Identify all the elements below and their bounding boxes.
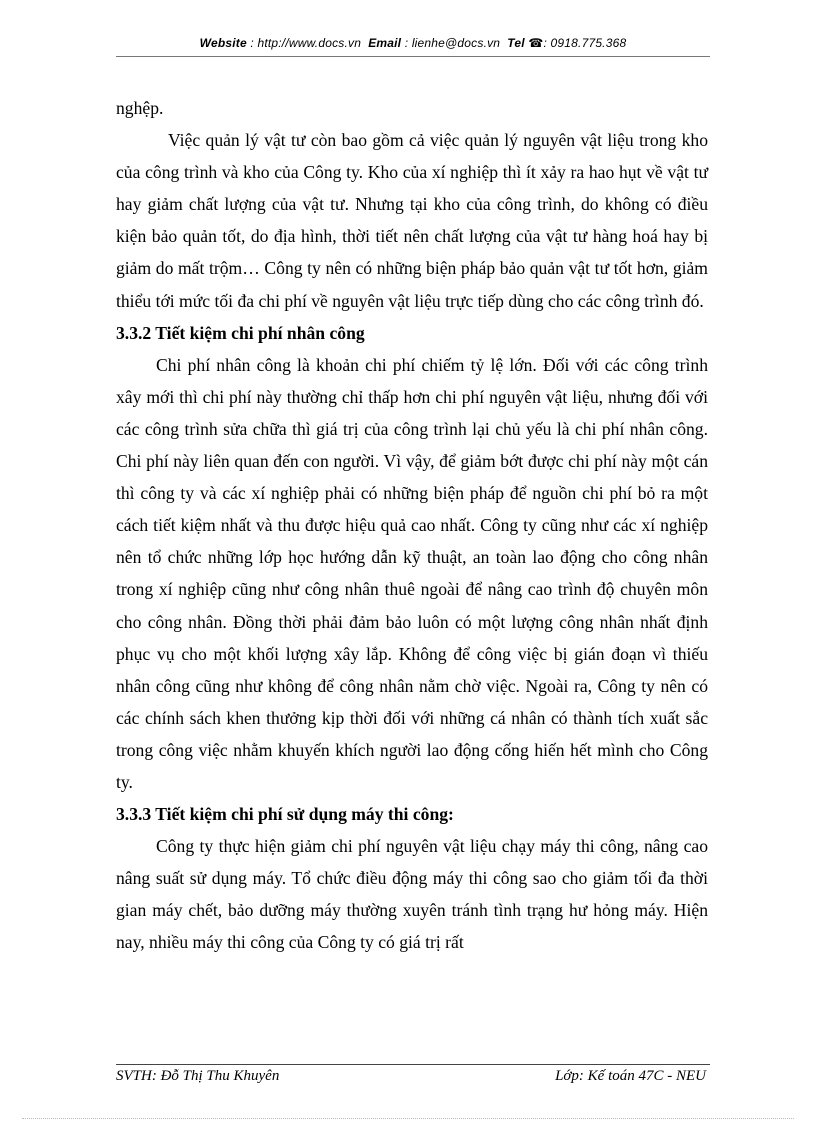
footer-class: Lớp: Kế toán 47C - NEU <box>555 1068 706 1084</box>
footer-student: SVTH: Đỗ Thị Thu Khuyên <box>116 1068 280 1084</box>
header-rule <box>116 56 710 57</box>
email-label: Email <box>368 36 402 50</box>
paragraph-material-management: Việc quản lý vật tư còn bao gồm cả việc quản lý nguyên vật liệu trong kho của công trình và kho của Công ty. Kho của xí nghiệp thì ít xảy ra hao hụt về vật tư hay giảm chất lượng của vật tư. Nhưng tại kho của công trình, do không có điều kiện bảo quản tốt, do địa hình, thời tiết nên chất lượng của vật tư hàng hoá hay bị giảm do mất trộm… Công ty nên có những biện pháp bảo quản vật tư tốt hơn, giảm thiểu tới mức tối đa chi phí về nguyên vật liệu trực tiếp dùng cho các công trình đó. <box>116 130 708 311</box>
page-header <box>116 36 710 50</box>
email-value: : lienhe@docs.vn <box>404 36 501 50</box>
section-heading-labor: 3.3.2 Tiết kiệm chi phí nhân công <box>116 322 365 343</box>
paragraph-labor-cost: Chi phí nhân công là khoản chi phí chiếm tỷ lệ lớn. Đối với các công trình xây mới thì chi phí này thường chỉ thấp hơn chi phí nguyên vật liệu, nhưng đối với các công trình sửa chữa thì giá trị của công trình lại chủ yếu là chi phí nhân công. Chi phí này liên quan đến con người. Vì vậy, để giảm bớt được chi phí này một cán thì công ty và các xí nghiệp phải có những biện pháp để nguồn chi phí bỏ ra một cách tiết kiệm nhất và thu được hiệu quả cao nhất. Công ty cũng như các xí nghiệp nên tổ chức những lớp học hướng dẫn kỹ thuật, an toàn lao động cho công nhân trong xí nghiệp cũng như công nhân thuê ngoài để nâng cao trình độ chuyên môn cho công nhân. Đồng thời phải đảm bảo luôn có một lượng công nhân nhất định phục vụ cho một khối lượng xây lắp. Không để công việc bị gián đoạn vì thiếu nhân công cũng như không để công nhân nằm chờ việc. Ngoài ra, Công ty nên có các chính sách khen thưởng kịp thời đối với những cá nhân có thành tích xuất sắc trong công việc nhằm khuyến khích người lao động cống hiến hết mình cho Công ty. <box>116 354 708 792</box>
tel-value: : 0918.775.368 <box>543 36 627 50</box>
document-body <box>116 92 708 959</box>
section-heading-machinery: 3.3.3 Tiết kiệm chi phí sử dụng máy thi công: <box>116 804 454 825</box>
footer-rule <box>116 1064 710 1065</box>
tel-label: Tel <box>507 36 525 50</box>
page-edge <box>22 1118 794 1119</box>
paragraph-continuation: nghệp. <box>116 98 164 118</box>
phone-icon: ☎ <box>528 36 544 50</box>
website-label: Website <box>199 36 247 50</box>
paragraph-machinery-cost: Công ty thực hiện giảm chi phí nguyên vật liệu chạy máy thi công, nâng cao nâng suất sử dụng máy. Tổ chức điều động máy thi công sao cho giảm tối đa thời gian máy chết, bảo dưỡng máy thường xuyên tránh tình trạng hư hỏng máy. Hiện nay, nhiều máy thi công của Công ty có giá trị rất <box>116 836 708 953</box>
website-value: : http://www.docs.vn <box>250 36 362 50</box>
